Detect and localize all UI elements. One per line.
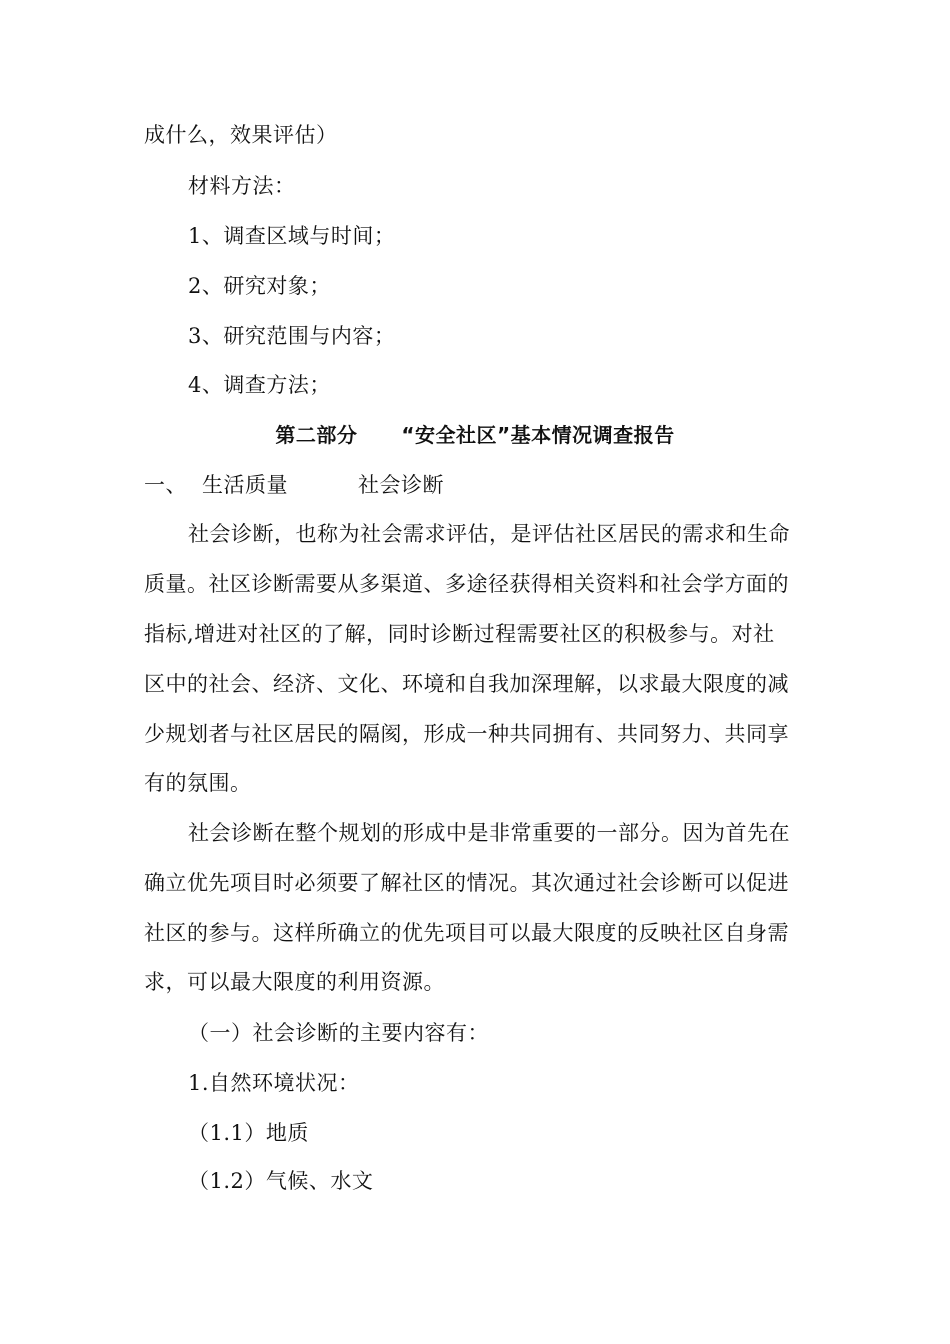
paragraph-line: 少规划者与社区居民的隔阂，形成一种共同拥有、共同努力、共同享 — [144, 722, 789, 746]
list-item: 1、调查区域与时间； — [188, 224, 396, 248]
part-number: 第二部分 — [275, 423, 358, 447]
paragraph-line: 指标,增进对社区的了解，同时诊断过程需要社区的积极参与。对社 — [144, 622, 775, 646]
part-title: “安全社区”基本情况调查报告 — [401, 423, 675, 447]
section-number: 一、 — [144, 473, 187, 497]
paragraph-line: 社会诊断在整个规划的形成中是非常重要的一部分。因为首先在 — [188, 821, 790, 845]
part-heading — [0, 420, 950, 450]
section-topic: 社会诊断 — [358, 473, 444, 497]
paragraph-line: 社会诊断，也称为社会需求评估，是评估社区居民的需求和生命 — [188, 522, 790, 546]
list-item: （1.2）气候、水文 — [188, 1169, 374, 1193]
list-item: 2、研究对象； — [188, 274, 331, 298]
paragraph-line: 区中的社会、经济、文化、环境和自我加深理解，以求最大限度的减 — [144, 672, 789, 696]
paragraph-line: 求，可以最大限度的利用资源。 — [144, 970, 445, 994]
section-label: 生活质量 — [202, 473, 288, 497]
list-item: 4、调查方法； — [188, 373, 331, 397]
list-item: 1.自然环境状况： — [188, 1071, 360, 1095]
subsection-heading: （一）社会诊断的主要内容有： — [188, 1021, 489, 1045]
list-item: 3、研究范围与内容； — [188, 324, 396, 348]
paragraph-line: 质量。社区诊断需要从多渠道、多途径获得相关资料和社会学方面的 — [144, 572, 789, 596]
text-line: 成什么，效果评估） — [144, 123, 338, 147]
paragraph-line: 社区的参与。这样所确立的优先项目可以最大限度的反映社区自身需 — [144, 921, 789, 945]
paragraph-line: 有的氛围。 — [144, 771, 252, 795]
paragraph-line: 确立优先项目时必须要了解社区的情况。其次通过社会诊断可以促进 — [144, 871, 789, 895]
list-item: （1.1）地质 — [188, 1121, 309, 1145]
text-line: 材料方法： — [188, 174, 296, 198]
